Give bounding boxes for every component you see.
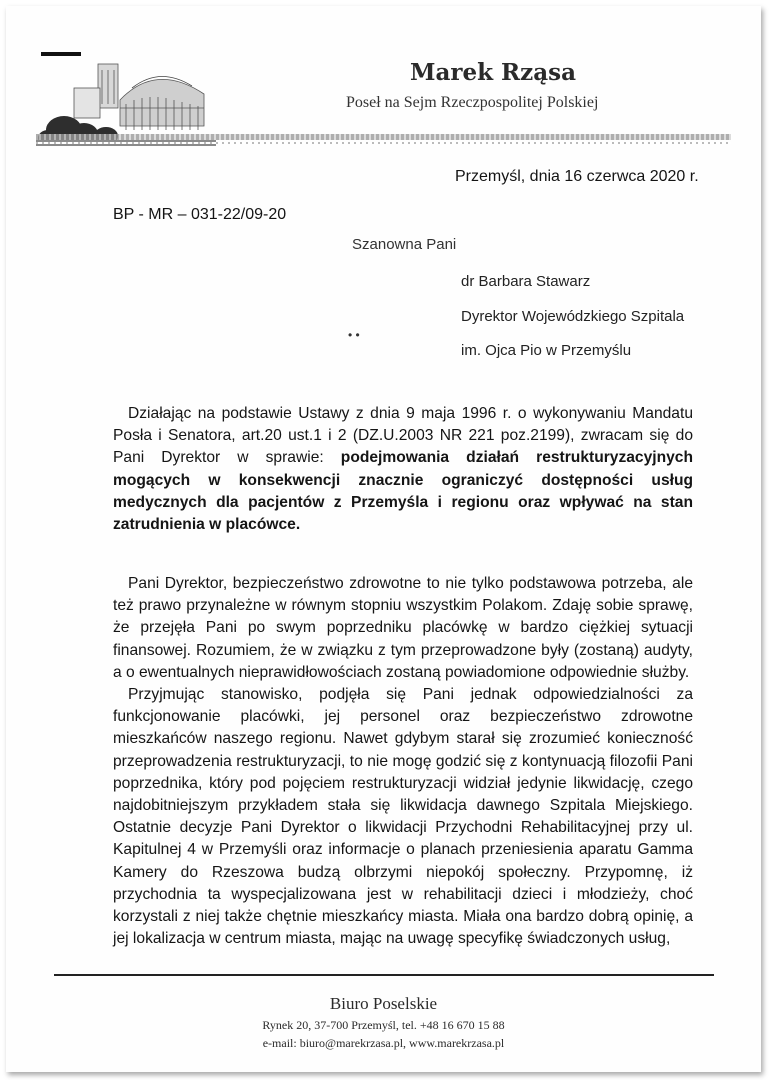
paragraph-1-subject: podejmowania działań restrukturyzacyjnych mogących w konsekwencji znacznie ograniczyć dostępności usług medycznych dla pacjentów z Przemyśla i regionu oraz wpływać na stan zatrudnienia w placówce.	[113, 449, 693, 534]
reference-number: BP - MR – 031-22/09-20	[113, 206, 287, 223]
sender-name: Marek Rząsa	[410, 59, 576, 86]
letterhead-rule-dotted	[36, 142, 731, 144]
handwritten-dash-mark	[41, 52, 81, 56]
date-line: Przemyśl, dnia 16 czerwca 2020 r.	[455, 168, 699, 185]
paragraph-3-text: Przyjmując stanowisko, podjęła się Pani jednak odpowiedzialności za funkcjonowanie placówki, jej personel oraz bezpieczeństwo zdrowotne mieszkańców naszego regionu. Nawet gdybym starał się zrozumieć konieczność przeprowadzenia restrukturyzacji, to nie mogę godzić się z kontynuacją filozofii Pani poprzednika, który pod pojęciem restrukturyzacji widział jedynie likwidację, czego najdobitniejszym przykładem stała się likwidacja dawnego Szpitala Miejskiego. Ostatnie decyzje Pani Dyrektor o likwidacji Przychodni Rehabilitacyjnej przy ul. Kapitulnej 4 w Przemyśli oraz informacje o planach przeniesienia aparatu Gamma Kamery do Rzeszowa budzą olbrzymi niepokój społeczny. Przypomnę, iż przychodnia ta wyspecjalizowana jest w rehabilitacji dzieci i młodzieży, choć korzystali z niej także chętnie mieszkańcy miasta. Miała ona bardzo dobrą opinię, a jej lokalizacja w centrum miasta, mając na uwagę specyfikę świadczonych usług,	[113, 686, 693, 948]
footer-office: Biuro Poselskie	[329, 994, 438, 1013]
footer-address: Rynek 20, 37-700 Przemyśl, tel. +48 16 670 15 88	[262, 1018, 505, 1032]
stray-mark: • •	[348, 328, 360, 342]
footer-rule	[54, 974, 714, 976]
addressee-name: dr Barbara Stawarz	[461, 273, 591, 290]
paragraph-2-text: Pani Dyrektor, bezpieczeństwo zdrowotne to nie tylko podstawowa potrzeba, ale też prawo przynależne w równym stopniu wszystkim Polakom. Zdaję sobie sprawę, że przejęła Pani po swym poprzedniku placówkę w bardzo ciężkiej sytuacji finansowej. Rozumiem, że w związku z tym przeprowadzone były (zostaną) audyty, a o ewentualnych nieprawidłowościach zostaną powiadomione odpowiednie służby.	[113, 575, 693, 681]
letterhead-rule	[36, 134, 731, 140]
letter-page	[6, 6, 761, 1072]
paragraph-1-intro: Działając na podstawie Ustawy z dnia 9 maja 1996 r. o wykonywaniu Mandatu Posła i Senatora, art.20 ust.1 i 2 (DZ.U.2003 NR 221 poz.2199), zwracam się do Pani Dyrektor w sprawie:	[113, 405, 693, 467]
addressee-institution: im. Ojca Pio w Przemyślu	[461, 342, 632, 359]
paragraph-3	[113, 684, 693, 950]
addressee-position: Dyrektor Wojewódzkiego Szpitala	[461, 308, 685, 325]
footer-contact: e-mail: biuro@marekrzasa.pl, www.marekrzasa.pl	[262, 1036, 505, 1050]
paragraph-2	[113, 573, 693, 684]
sender-title: Poseł na Sejm Rzeczpospolitej Polskiej	[346, 94, 599, 111]
paragraph-1	[113, 403, 693, 536]
greeting: Szanowna Pani	[352, 236, 457, 253]
